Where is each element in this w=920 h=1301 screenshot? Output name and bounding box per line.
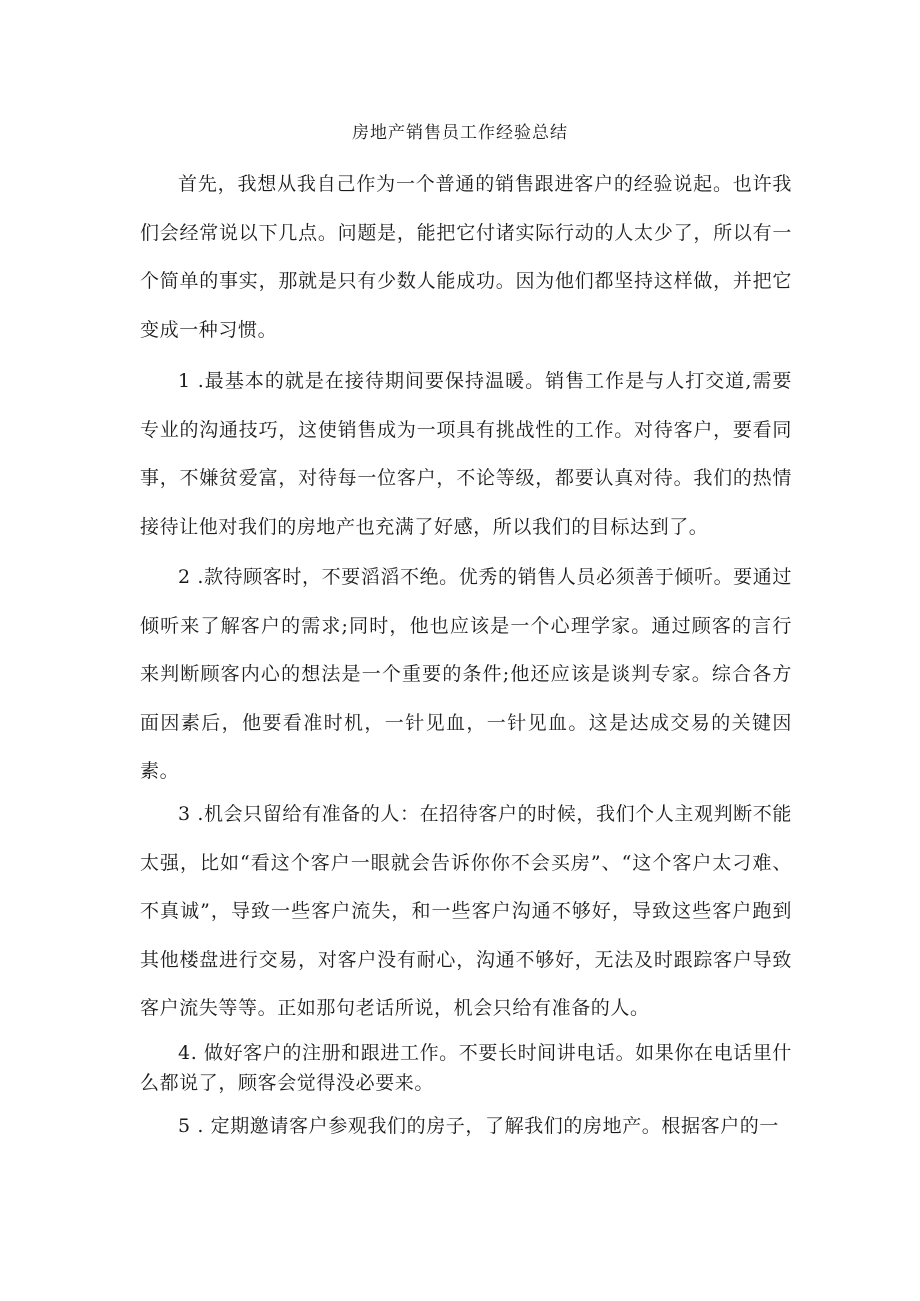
paragraph-intro: 首先，我想从我自己作为一个普通的销售跟进客户的经验说起。也许我们会经常说以下几点。问题是，能把它付诸实际行动的人太少了，所以有一个简单的事实，那就是只有少数人能成功。因为他们都坚持这样做，并把它变成一种习惯。 [140,173,792,341]
document-title: 房地产销售员工作经验总结 [352,123,568,143]
paragraph-item-3: 3 .机会只留给有准备的人：在招待客户的时候，我们个人主观判断不能太强，比如“看这个客户一眼就会告诉你你不会买房”、“这个客户太刁难、不真诚”，导致一些客户流失，和一些客户沟通不够好，导致这些客户跑到其他楼盘进行交易，对客户没有耐心，沟通不够好，无法及时跟踪客户导致客户流失等等。正如那句老话所说，机会只给有准备的人。 [140,803,792,1019]
paragraph-item-4: 4. 做好客户的注册和跟进工作。不要长时间讲电话。如果你在电话里什么都说了，顾客会觉得没必要来。 [140,1042,792,1094]
paragraph-item-2: 2 .款待顾客时，不要滔滔不绝。优秀的销售人员必须善于倾听。要通过倾听来了解客户的需求;同时，他也应该是一个心理学家。通过顾客的言行来判断顾客内心的想法是一个重要的条件;他还应该是谈判专家。综合各方面因素后，他要看准时机，一针见血，一针见血。这是达成交易的关键因素。 [140,566,792,782]
paragraph-item-1: 1 .最基本的就是在接待期间要保持温暖。销售工作是与人打交道,需要专业的沟通技巧，这使销售成为一项具有挑战性的工作。对待客户，要看同事，不嫌贫爱富，对待每一位客户，不论等级，都要认真对待。我们的热情接待让他对我们的房地产也充满了好感，所以我们的目标达到了。 [140,370,792,538]
paragraph-item-5: 5 . 定期邀请客户参观我们的房子，了解我们的房地产。根据客户的一 [178,1115,780,1137]
